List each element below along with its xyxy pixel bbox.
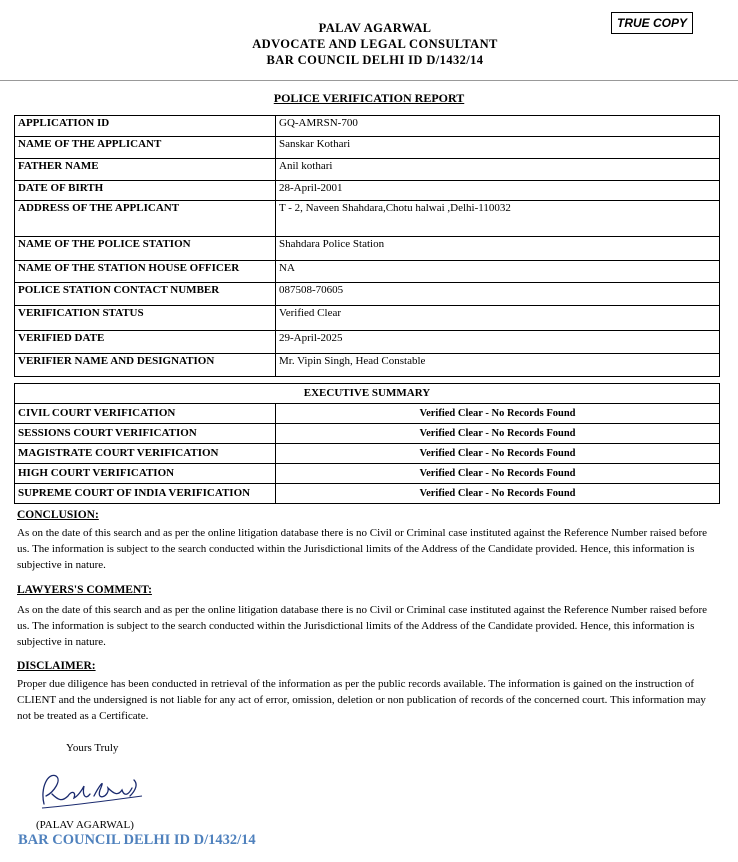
table-row bbox=[15, 159, 720, 181]
closing-salutation: Yours Truly bbox=[66, 742, 119, 754]
applicant-details-table bbox=[14, 115, 720, 377]
row-label: APPLICATION ID bbox=[15, 116, 276, 137]
row-value: 29-April-2025 bbox=[276, 331, 720, 354]
table-row bbox=[15, 354, 720, 377]
row-label: NAME OF THE APPLICANT bbox=[15, 137, 276, 159]
row-value: 28-April-2001 bbox=[276, 181, 720, 201]
table-row bbox=[15, 306, 720, 331]
true-copy-stamp: TRUE COPY bbox=[611, 12, 693, 34]
row-value: Verified Clear - No Records Found bbox=[276, 424, 720, 444]
table-row bbox=[15, 424, 720, 444]
table-row bbox=[15, 181, 720, 201]
row-value: NA bbox=[276, 261, 720, 283]
lawyers-comment-text: As on the date of this search and as per the online litigation database there is no Civil or Criminal case instituted against the Reference Number raised before us. The information is subject to the search conducted within the Jurisdictional limits of the Address of the Candidate provided. Hence, this information is subjective in nature. bbox=[17, 604, 708, 648]
row-value: Verified Clear bbox=[276, 306, 720, 331]
row-label: DATE OF BIRTH bbox=[15, 181, 276, 201]
row-value: T - 2, Naveen Shahdara,Chotu halwai ,Delhi-110032 bbox=[276, 201, 720, 237]
row-label: CIVIL COURT VERIFICATION bbox=[15, 404, 276, 424]
row-value: Verified Clear - No Records Found bbox=[276, 404, 720, 424]
table-row bbox=[15, 137, 720, 159]
row-value: Verified Clear - No Records Found bbox=[276, 444, 720, 464]
table-row bbox=[15, 331, 720, 354]
advocate-name: PALAV AGARWAL bbox=[318, 21, 432, 35]
bar-council-id: BAR COUNCIL DELHI ID D/1432/14 bbox=[266, 53, 484, 67]
row-label: FATHER NAME bbox=[15, 159, 276, 181]
report-title: POLICE VERIFICATION REPORT bbox=[273, 91, 465, 105]
conclusion-text: As on the date of this search and as per the online litigation database there is no Civil or Criminal case instituted against the Reference Number raised before us. The information is subject to the search conducted within the Jurisdictional limits of the Address of the Candidate provided. Hence, this information is subjective in nature. bbox=[17, 527, 708, 571]
lawyers-comment-heading: LAWYERS'S COMMENT: bbox=[17, 584, 152, 596]
table-row bbox=[15, 116, 720, 137]
row-label: NAME OF THE STATION HOUSE OFFICER bbox=[15, 261, 276, 283]
table-row bbox=[15, 283, 720, 306]
header-divider bbox=[0, 80, 738, 81]
row-value: Verified Clear - No Records Found bbox=[276, 464, 720, 484]
row-label: ADDRESS OF THE APPLICANT bbox=[15, 201, 276, 237]
disclaimer-heading: DISCLAIMER: bbox=[17, 660, 96, 672]
table-row bbox=[15, 261, 720, 283]
signatory-name: (PALAV AGARWAL) bbox=[36, 819, 134, 831]
conclusion-heading: CONCLUSION: bbox=[17, 509, 99, 521]
table-row bbox=[15, 464, 720, 484]
row-label: VERIFICATION STATUS bbox=[15, 306, 276, 331]
row-value: GQ-AMRSN-700 bbox=[276, 116, 720, 137]
row-value: Anil kothari bbox=[276, 159, 720, 181]
table-row bbox=[15, 484, 720, 504]
row-label: POLICE STATION CONTACT NUMBER bbox=[15, 283, 276, 306]
row-value: Sanskar Kothari bbox=[276, 137, 720, 159]
table-header bbox=[15, 384, 720, 404]
table-row bbox=[15, 404, 720, 424]
disclaimer-text: Proper due diligence has been conducted in retrieval of the information as per the public records available. The information is gained on the instruction of CLIENT and the undersigned is not liable for any act of error, omission, deletion or non publication of records of the concerned court. This information may not be treated as a Certificate. bbox=[17, 678, 706, 722]
summary-heading: EXECUTIVE SUMMARY bbox=[15, 384, 720, 404]
letterhead bbox=[150, 20, 600, 68]
advocate-title: ADVOCATE AND LEGAL CONSULTANT bbox=[252, 37, 498, 51]
row-label: NAME OF THE POLICE STATION bbox=[15, 237, 276, 261]
executive-summary-table bbox=[14, 383, 720, 504]
table-row bbox=[15, 237, 720, 261]
row-value: Verified Clear - No Records Found bbox=[276, 484, 720, 504]
row-label: VERIFIER NAME AND DESIGNATION bbox=[15, 354, 276, 377]
signature bbox=[38, 766, 148, 821]
row-label: SESSIONS COURT VERIFICATION bbox=[15, 424, 276, 444]
row-label: SUPREME COURT OF INDIA VERIFICATION bbox=[15, 484, 276, 504]
row-value: Mr. Vipin Singh, Head Constable bbox=[276, 354, 720, 377]
row-value: Shahdara Police Station bbox=[276, 237, 720, 261]
footer-bar-council-id: BAR COUNCIL DELHI ID D/1432/14 bbox=[18, 832, 256, 848]
table-row bbox=[15, 201, 720, 237]
row-label: HIGH COURT VERIFICATION bbox=[15, 464, 276, 484]
table-row bbox=[15, 444, 720, 464]
row-label: MAGISTRATE COURT VERIFICATION bbox=[15, 444, 276, 464]
row-value: 087508-70605 bbox=[276, 283, 720, 306]
row-label: VERIFIED DATE bbox=[15, 331, 276, 354]
